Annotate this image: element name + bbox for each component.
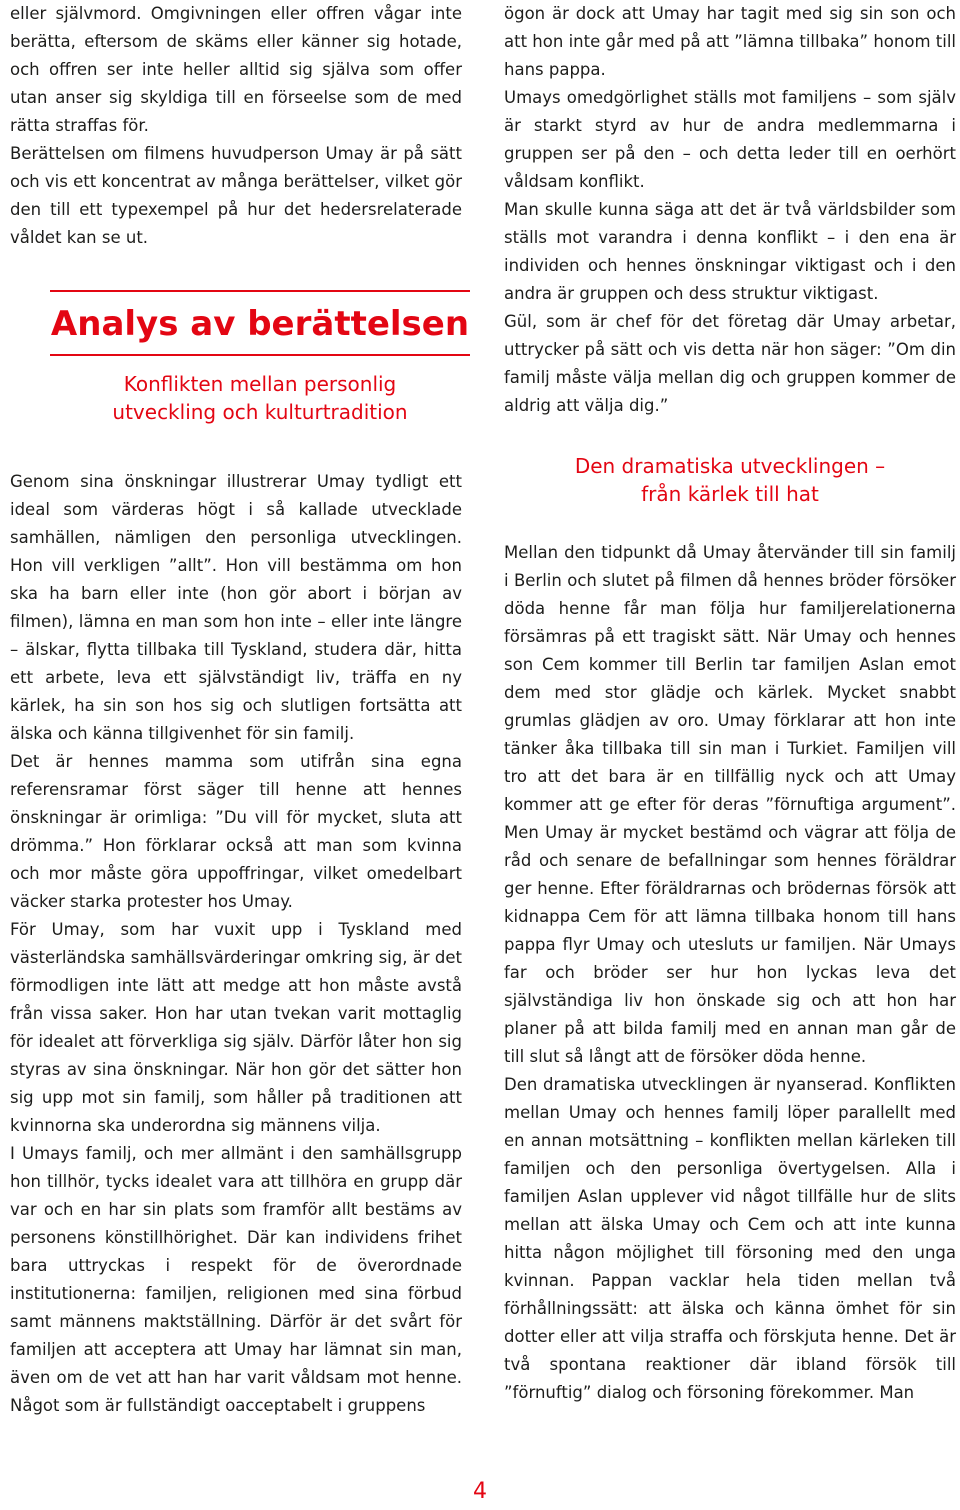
section-subtitle-line-2: utveckling och kulturtradition xyxy=(112,400,408,424)
right-paragraph-4: Gül, som är chef för det företag där Umay arbetar, uttrycker på sätt och vis detta när hon säger: ”Om din familj måste välja mellan dig och gruppen kommer de aldrig att välja dig.” xyxy=(504,312,956,415)
intro-paragraph-1: eller självmord. Omgivningen eller offren vågar inte berätta, eftersom de skäms eller känner sig hotade, och offren ser inte heller alltid sig själva som offer utan anser sig skyldiga till en förseelse som de med rätta straffas för. xyxy=(10,4,462,135)
body-paragraph-3: För Umay, som har vuxit upp i Tyskland med västerländska samhällsvärderingar omkring sig, är det förmodligen inte lätt att medge att hon måste avstå från vissa saker. Hon har utan tvekan varit mottaglig för idealet att förverkliga sig själv. Därför låter hon sig styras av sina önskningar. När hon gör det sätter hon sig upp mot sin familj, som håller på traditionen att kvinnorna ska underordna sig männens vilja. xyxy=(10,920,462,1135)
body-paragraph-1: Genom sina önskningar illustrerar Umay tydligt ett ideal som värderas högt i så kallade utvecklade samhällen, nämligen den personliga utvecklingen. Hon vill verkligen ”allt”. Hon vill bestämma om hon ska ha barn eller inte (hon gör abort i början av filmen), lämna en man som hon inte – eller inte längre – älskar, flytta tillbaka till Tyskland, studera där, hitta ett arbete, leva ett självständigt liv, träffa en ny kärlek, ha sin son hos sig och slutligen fortsätta att älska och känna tillgivenhet för sin familj. xyxy=(10,472,462,743)
page-number: 4 xyxy=(473,1479,487,1504)
section-heading xyxy=(50,290,470,426)
section-title-2-line-2: från kärlek till hat xyxy=(641,482,819,506)
body-paragraph-2: Det är hennes mamma som utifrån sina egna referensramar först säger till henne att hennes önskningar är orimliga: ”Du vill för mycket, sluta att drömma.” Hon förklarar också att man som kvinna och mor måste göra uppoffringar, vilket omedelbart väcker starka protester hos Umay. xyxy=(10,752,462,911)
right-body-paragraph-2: Den dramatiska utvecklingen är nyanserad. Konflikten mellan Umay och hennes familj löper parallellt med en annan motsättning – konflikten mellan kärleken till familjen och den personliga övertygelsen. Alla i familjen Aslan upplever vid något tillfälle hur de slits mellan att älska Umay och Cem och att inte kunna hitta någon möjlighet till försoning med den unga kvinnan. Pappan vacklar hela tiden mellan två förhållningssätt: att älska och känna ömhet för sin dotter eller att vilja straffa och förskjuta henne. Det är två spontana reaktioner där ibland försök till ”förnuftig” dialog och försoning förekommer. Man xyxy=(504,1075,956,1402)
left-column xyxy=(10,0,470,1420)
right-paragraph-2: Umays omedgörlighet ställs mot familjens – som själv är starkt styrd av hur de andra medlemmarna i gruppen ser på den – och detta leder till en oerhört våldsam konflikt. xyxy=(504,88,956,191)
body-paragraph-4: I Umays familj, och mer allmänt i den samhällsgrupp hon tillhör, tycks idealet vara att tillhöra en grupp där var och en har sin plats som framför allt bestäms av personens könstillhörighet. Där kan individens frihet bara uttryckas i respekt för de överordnade institutionerna: familjen, religionen med sina förbud samt männens maktställning. Därför är det svårt för familjen att acceptera att Umay har lämnat sin man, även om de vet att han har varit våldsam mot henne. Något som är fullständigt oacceptabelt i gruppens xyxy=(10,1144,462,1415)
intro-paragraph-2: Berättelsen om filmens huvudperson Umay är på sätt och vis ett koncentrat av många berättelser, vilket gör den till ett typexempel på hur det hedersrelaterade våldet kan se ut. xyxy=(10,144,462,247)
section-subtitle-line-1: Konflikten mellan personlig xyxy=(123,372,397,396)
section-title-2-line-1: Den dramatiska utvecklingen – xyxy=(574,454,886,478)
right-body-paragraph-1: Mellan den tidpunkt då Umay återvänder till sin familj i Berlin och slutet på filmen då hennes bröder försöker döda henne får man följa hur familjerelationerna försämras på ett tragiskt sätt. När Umay och hennes son Cem kommer till Berlin tar familjen Aslan emot dem med stor glädje och kärlek. Mycket snabbt grumlas glädjen av oro. Umay förklarar att hon inte tänker åka tillbaka till sin man i Turkiet. Familjen vill tro att det bara är en tillfällig nyck och att Umay kommer att ge efter för deras ”förnuftiga argument”. Men Umay är mycket bestämd och vägrar att följa de råd och senare de befallningar som hennes föräldrar ger henne. Efter föräldrarnas och brödernas försök att kidnappa Cem för att lämna tillbaka honom till hans pappa flyr Umay och utesluts ur familjen. När Umays far och bröder ser hur hon lyckas leva det självständiga liv hon önskade sig och att hon har planer på att bilda familj med en annan man går de till slut så långt att de försöker döda henne. xyxy=(504,543,956,1066)
section-title: Analys av berättelsen xyxy=(50,304,470,344)
right-paragraph-1: ögon är dock att Umay har tagit med sig sin son och att hon inte går med på att ”lämna tillbaka” honom till hans pappa. xyxy=(504,4,956,79)
right-paragraph-3: Man skulle kunna säga att det är två världsbilder som ställs mot varandra i denna konflikt – i den ena är individen och hennes önskningar viktigast och i den andra är gruppen och dess struktur viktigast. xyxy=(504,200,956,303)
right-column xyxy=(504,0,956,1402)
bottom-rule xyxy=(50,354,470,356)
